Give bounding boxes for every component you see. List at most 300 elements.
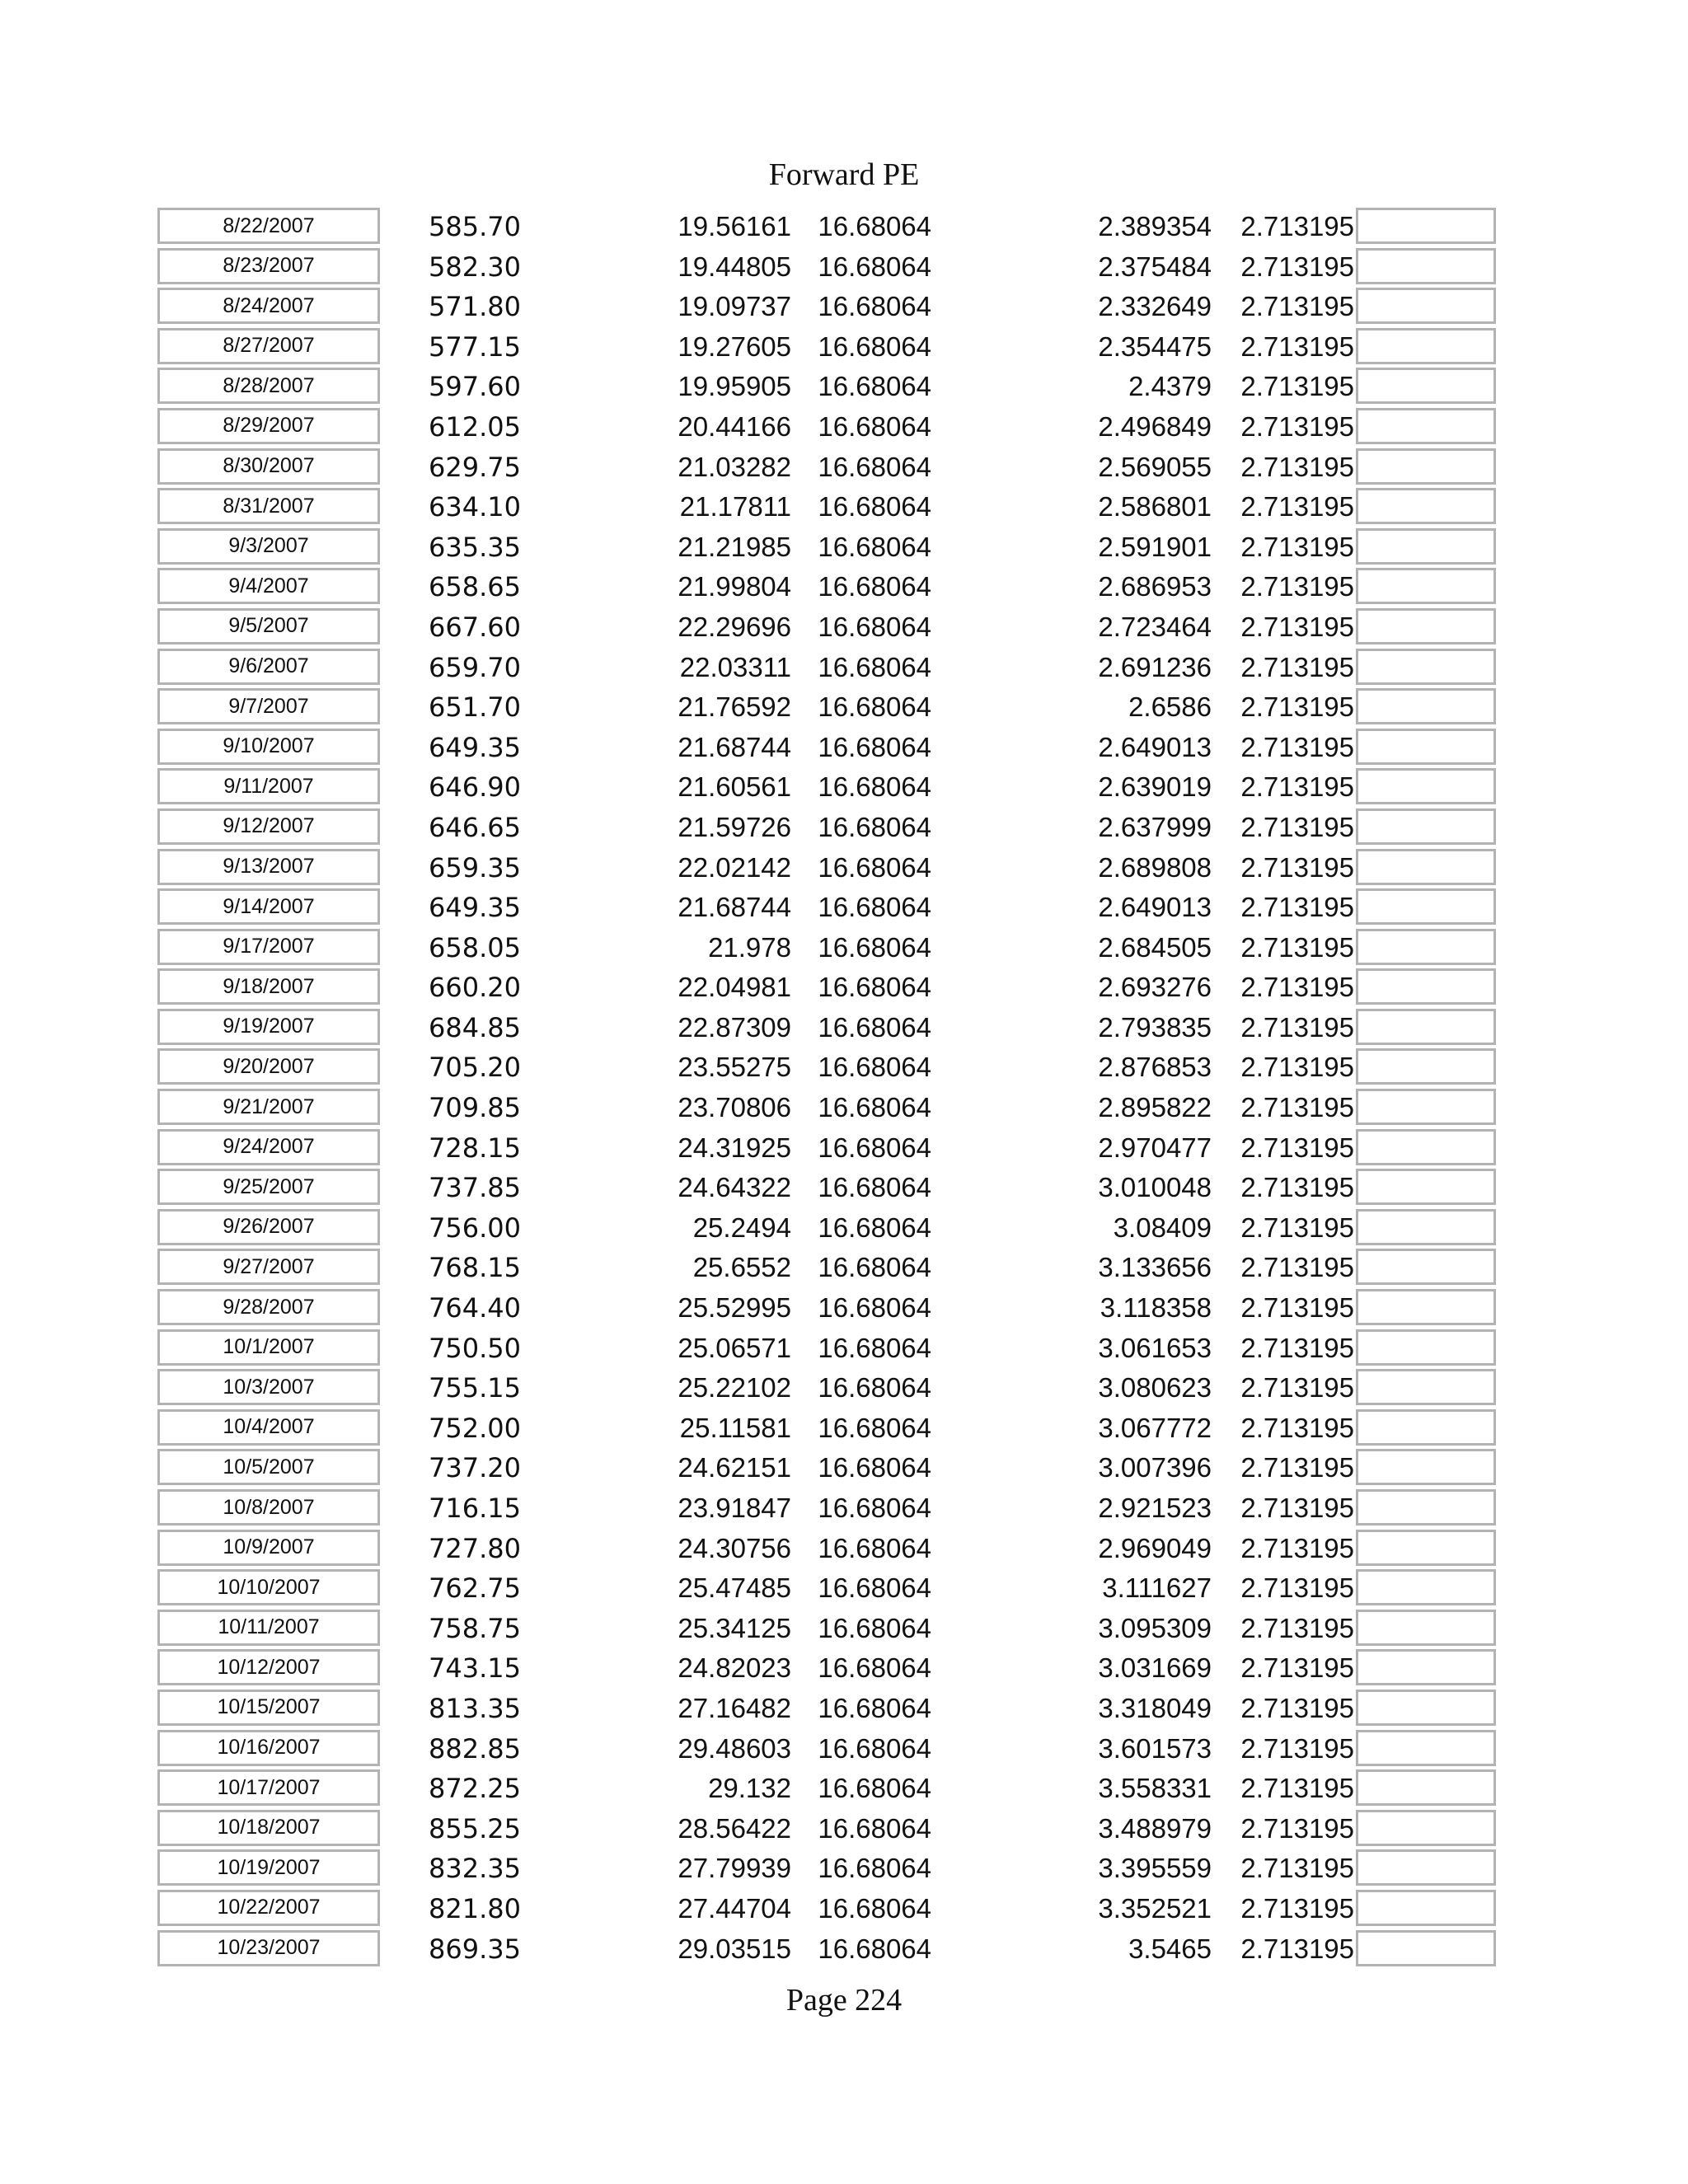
avg-pe-cell: 16.68064 (818, 330, 931, 362)
pe-cell: 20.44166 (678, 410, 791, 442)
date-cell: 10/19/2007 (157, 1849, 380, 1886)
avg-ratio-cell: 2.713195 (1240, 1572, 1354, 1604)
table-row (0, 1008, 1688, 1048)
avg-ratio-cell: 2.713195 (1240, 1132, 1354, 1163)
date-cell: 10/18/2007 (157, 1810, 380, 1846)
blank-cell (1356, 1769, 1496, 1806)
blank-cell (1356, 1409, 1496, 1446)
avg-pe-cell: 16.68064 (818, 1572, 931, 1604)
blank-cell (1356, 1610, 1496, 1646)
ratio-cell: 2.895822 (1098, 1092, 1212, 1123)
avg-pe-cell: 16.68064 (818, 651, 931, 682)
ratio-cell: 2.693276 (1098, 972, 1212, 1003)
ratio-cell: 3.558331 (1098, 1773, 1212, 1804)
price-cell: 577.15 (429, 330, 521, 363)
ratio-cell: 2.793835 (1098, 1011, 1212, 1043)
blank-cell (1356, 1930, 1496, 1966)
table-row (0, 848, 1688, 888)
pe-cell: 24.62151 (678, 1452, 791, 1483)
avg-pe-cell: 16.68064 (818, 771, 931, 803)
avg-pe-cell: 16.68064 (818, 851, 931, 883)
avg-ratio-cell: 2.713195 (1240, 371, 1354, 402)
avg-ratio-cell: 2.713195 (1240, 1172, 1354, 1203)
date-cell: 9/13/2007 (157, 849, 380, 885)
date-cell: 9/21/2007 (157, 1089, 380, 1125)
pe-cell: 23.70806 (678, 1092, 791, 1123)
avg-ratio-cell: 2.713195 (1240, 571, 1354, 602)
ratio-cell: 3.007396 (1098, 1452, 1212, 1483)
table-row (0, 1849, 1688, 1889)
pe-cell: 24.31925 (678, 1132, 791, 1163)
price-cell: 832.35 (429, 1853, 521, 1885)
pe-cell: 21.76592 (678, 691, 791, 723)
ratio-cell: 2.723464 (1098, 611, 1212, 642)
blank-cell (1356, 968, 1496, 1005)
ratio-cell: 2.649013 (1098, 731, 1212, 762)
blank-cell (1356, 1849, 1496, 1886)
avg-ratio-cell: 2.713195 (1240, 1532, 1354, 1563)
date-cell: 9/18/2007 (157, 968, 380, 1005)
avg-pe-cell: 16.68064 (818, 972, 931, 1003)
date-cell: 10/8/2007 (157, 1489, 380, 1526)
price-cell: 762.75 (429, 1572, 521, 1605)
avg-pe-cell: 16.68064 (818, 1652, 931, 1684)
avg-pe-cell: 16.68064 (818, 1853, 931, 1884)
pe-cell: 29.03515 (678, 1933, 791, 1964)
avg-pe-cell: 16.68064 (818, 1172, 931, 1203)
avg-ratio-cell: 2.713195 (1240, 291, 1354, 322)
blank-cell (1356, 1169, 1496, 1205)
pe-cell: 22.04981 (678, 972, 791, 1003)
pe-cell: 28.56422 (678, 1812, 791, 1844)
pe-cell: 23.55275 (678, 1052, 791, 1083)
blank-cell (1356, 448, 1496, 485)
date-cell: 8/28/2007 (157, 368, 380, 404)
price-cell: 705.20 (429, 1052, 521, 1084)
table-row (0, 1568, 1688, 1609)
table-row (0, 1288, 1688, 1329)
avg-ratio-cell: 2.713195 (1240, 1692, 1354, 1723)
ratio-cell: 2.6586 (1128, 691, 1212, 723)
table-row (0, 648, 1688, 688)
price-cell: 727.80 (429, 1532, 521, 1564)
pe-cell: 21.59726 (678, 811, 791, 842)
ratio-cell: 2.4379 (1128, 371, 1212, 402)
pe-cell: 24.30756 (678, 1532, 791, 1563)
blank-cell (1356, 649, 1496, 685)
date-cell: 10/9/2007 (157, 1530, 380, 1566)
price-cell: 758.75 (429, 1612, 521, 1644)
avg-ratio-cell: 2.713195 (1240, 1853, 1354, 1884)
avg-ratio-cell: 2.713195 (1240, 1252, 1354, 1283)
date-cell: 8/30/2007 (157, 448, 380, 485)
ratio-cell: 2.586801 (1098, 491, 1212, 523)
price-cell: 659.35 (429, 851, 521, 883)
avg-pe-cell: 16.68064 (818, 1052, 931, 1083)
avg-ratio-cell: 2.713195 (1240, 1412, 1354, 1443)
ratio-cell: 2.639019 (1098, 771, 1212, 803)
blank-cell (1356, 1289, 1496, 1325)
blank-cell (1356, 1249, 1496, 1285)
date-cell: 9/5/2007 (157, 608, 380, 644)
avg-pe-cell: 16.68064 (818, 371, 931, 402)
blank-cell (1356, 1649, 1496, 1685)
avg-pe-cell: 16.68064 (818, 251, 931, 282)
avg-pe-cell: 16.68064 (818, 1892, 931, 1924)
price-cell: 684.85 (429, 1011, 521, 1043)
date-cell: 9/10/2007 (157, 729, 380, 765)
blank-cell (1356, 208, 1496, 244)
price-cell: 869.35 (429, 1933, 521, 1965)
ratio-cell: 3.095309 (1098, 1612, 1212, 1643)
table-row (0, 1648, 1688, 1689)
avg-ratio-cell: 2.713195 (1240, 1452, 1354, 1483)
table-row (0, 407, 1688, 448)
pe-cell: 27.16482 (678, 1692, 791, 1723)
date-cell: 10/11/2007 (157, 1610, 380, 1646)
ratio-cell: 3.395559 (1098, 1853, 1212, 1884)
avg-ratio-cell: 2.713195 (1240, 1332, 1354, 1363)
blank-cell (1356, 929, 1496, 965)
avg-pe-cell: 16.68064 (818, 1372, 931, 1404)
blank-cell (1356, 1810, 1496, 1846)
avg-ratio-cell: 2.713195 (1240, 1212, 1354, 1243)
avg-ratio-cell: 2.713195 (1240, 1493, 1354, 1523)
avg-ratio-cell: 2.713195 (1240, 1092, 1354, 1123)
pe-cell: 25.22102 (678, 1372, 791, 1404)
date-cell: 9/28/2007 (157, 1289, 380, 1325)
avg-pe-cell: 16.68064 (818, 291, 931, 322)
pe-cell: 22.03311 (679, 651, 791, 682)
date-cell: 8/23/2007 (157, 248, 380, 284)
table-row (0, 888, 1688, 928)
price-cell: 813.35 (429, 1692, 521, 1724)
price-cell: 755.15 (429, 1372, 521, 1404)
avg-pe-cell: 16.68064 (818, 1132, 931, 1163)
avg-pe-cell: 16.68064 (818, 811, 931, 842)
ratio-cell: 2.389354 (1098, 211, 1212, 241)
ratio-cell: 2.649013 (1098, 892, 1212, 923)
price-cell: 764.40 (429, 1292, 521, 1324)
avg-pe-cell: 16.68064 (818, 1732, 931, 1764)
blank-cell (1356, 729, 1496, 765)
price-cell: 728.15 (429, 1132, 521, 1164)
price-cell: 737.85 (429, 1172, 521, 1204)
ratio-cell: 2.354475 (1098, 330, 1212, 362)
avg-pe-cell: 16.68064 (818, 1252, 931, 1283)
ratio-cell: 3.318049 (1098, 1692, 1212, 1723)
avg-pe-cell: 16.68064 (818, 491, 931, 523)
avg-ratio-cell: 2.713195 (1240, 611, 1354, 642)
ratio-cell: 3.133656 (1098, 1252, 1212, 1283)
avg-ratio-cell: 2.713195 (1240, 771, 1354, 803)
avg-pe-cell: 16.68064 (818, 1933, 931, 1964)
ratio-cell: 2.375484 (1098, 251, 1212, 282)
avg-pe-cell: 16.68064 (818, 691, 931, 723)
date-cell: 9/25/2007 (157, 1169, 380, 1205)
price-cell: 752.00 (429, 1412, 521, 1444)
ratio-cell: 2.496849 (1098, 410, 1212, 442)
table-row (0, 1408, 1688, 1449)
avg-ratio-cell: 2.713195 (1240, 1933, 1354, 1964)
blank-cell (1356, 568, 1496, 604)
price-cell: 716.15 (429, 1493, 521, 1524)
avg-ratio-cell: 2.713195 (1240, 1052, 1354, 1083)
ratio-cell: 2.332649 (1098, 291, 1212, 322)
avg-pe-cell: 16.68064 (818, 1612, 931, 1643)
table-row (0, 327, 1688, 368)
price-cell: 634.10 (429, 491, 521, 523)
ratio-cell: 3.067772 (1098, 1412, 1212, 1443)
ratio-cell: 2.969049 (1098, 1532, 1212, 1563)
date-cell: 10/15/2007 (157, 1690, 380, 1726)
avg-pe-cell: 16.68064 (818, 892, 931, 923)
avg-pe-cell: 16.68064 (818, 1092, 931, 1123)
pe-cell: 21.21985 (678, 531, 791, 562)
table-row (0, 1809, 1688, 1849)
avg-ratio-cell: 2.713195 (1240, 531, 1354, 562)
date-cell: 9/20/2007 (157, 1048, 380, 1085)
pe-cell: 19.09737 (678, 291, 791, 322)
blank-cell (1356, 1569, 1496, 1605)
price-cell: 660.20 (429, 972, 521, 1004)
pe-cell: 21.68744 (678, 731, 791, 762)
blank-cell (1356, 888, 1496, 925)
pe-cell: 25.2494 (692, 1212, 791, 1243)
price-cell: 756.00 (429, 1212, 521, 1244)
avg-ratio-cell: 2.713195 (1240, 1011, 1354, 1043)
avg-ratio-cell: 2.713195 (1240, 651, 1354, 682)
pe-cell: 21.60561 (678, 771, 791, 803)
table-row (0, 728, 1688, 768)
avg-pe-cell: 16.68064 (818, 931, 931, 963)
blank-cell (1356, 1890, 1496, 1926)
pe-cell: 19.95905 (678, 371, 791, 402)
ratio-cell: 3.352521 (1098, 1892, 1212, 1924)
avg-ratio-cell: 2.713195 (1240, 1612, 1354, 1643)
avg-ratio-cell: 2.713195 (1240, 731, 1354, 762)
avg-pe-cell: 16.68064 (818, 1452, 931, 1483)
price-cell: 651.70 (429, 691, 521, 724)
table-row (0, 207, 1688, 247)
blank-cell (1356, 528, 1496, 565)
date-cell: 10/3/2007 (157, 1369, 380, 1405)
table-row (0, 1689, 1688, 1729)
blank-cell (1356, 1369, 1496, 1405)
avg-pe-cell: 16.68064 (818, 1332, 931, 1363)
price-cell: 737.20 (429, 1452, 521, 1484)
ratio-cell: 2.876853 (1098, 1052, 1212, 1083)
avg-pe-cell: 16.68064 (818, 451, 931, 482)
avg-pe-cell: 16.68064 (818, 571, 931, 602)
price-cell: 750.50 (429, 1332, 521, 1364)
avg-pe-cell: 16.68064 (818, 1292, 931, 1324)
ratio-cell: 3.601573 (1098, 1732, 1212, 1764)
price-cell: 646.65 (429, 811, 521, 843)
avg-ratio-cell: 2.713195 (1240, 1773, 1354, 1804)
blank-cell (1356, 488, 1496, 524)
pe-cell: 19.27605 (678, 330, 791, 362)
table-row (0, 1168, 1688, 1208)
date-cell: 10/16/2007 (157, 1730, 380, 1766)
blank-cell (1356, 1089, 1496, 1125)
page-title: Forward PE (768, 157, 920, 192)
table-row (0, 527, 1688, 568)
avg-ratio-cell: 2.713195 (1240, 931, 1354, 963)
avg-pe-cell: 16.68064 (818, 531, 931, 562)
date-cell: 8/29/2007 (157, 408, 380, 444)
price-cell: 821.80 (429, 1892, 521, 1924)
avg-ratio-cell: 2.713195 (1240, 1812, 1354, 1844)
pe-cell: 21.03282 (678, 451, 791, 482)
pe-cell: 21.99804 (678, 571, 791, 602)
blank-cell (1356, 768, 1496, 804)
date-cell: 10/5/2007 (157, 1449, 380, 1485)
blank-cell (1356, 1129, 1496, 1165)
data-table (0, 207, 1688, 1969)
avg-pe-cell: 16.68064 (818, 731, 931, 762)
avg-pe-cell: 16.68064 (818, 410, 931, 442)
price-cell: 709.85 (429, 1092, 521, 1124)
table-row (0, 928, 1688, 968)
price-cell: 612.05 (429, 410, 521, 443)
avg-ratio-cell: 2.713195 (1240, 330, 1354, 362)
blank-cell (1356, 288, 1496, 324)
pe-cell: 19.56161 (678, 211, 791, 241)
avg-ratio-cell: 2.713195 (1240, 1292, 1354, 1324)
blank-cell (1356, 1209, 1496, 1245)
date-cell: 10/23/2007 (157, 1930, 380, 1966)
pe-cell: 23.91847 (678, 1493, 791, 1523)
avg-ratio-cell: 2.713195 (1240, 1732, 1354, 1764)
date-cell: 9/3/2007 (157, 528, 380, 565)
date-cell: 9/19/2007 (157, 1009, 380, 1045)
avg-ratio-cell: 2.713195 (1240, 1652, 1354, 1684)
table-row (0, 287, 1688, 327)
avg-pe-cell: 16.68064 (818, 1532, 931, 1563)
blank-cell (1356, 688, 1496, 724)
ratio-cell: 2.569055 (1098, 451, 1212, 482)
blank-cell (1356, 608, 1496, 644)
blank-cell (1356, 849, 1496, 885)
date-cell: 10/4/2007 (157, 1409, 380, 1446)
table-row (0, 1128, 1688, 1169)
table-row (0, 808, 1688, 848)
blank-cell (1356, 1449, 1496, 1485)
avg-ratio-cell: 2.713195 (1240, 410, 1354, 442)
pe-cell: 22.87309 (678, 1011, 791, 1043)
avg-ratio-cell: 2.713195 (1240, 491, 1354, 523)
price-cell: 649.35 (429, 731, 521, 763)
price-cell: 659.70 (429, 651, 521, 683)
table-row (0, 1929, 1688, 1970)
pe-cell: 25.47485 (678, 1572, 791, 1604)
price-cell: 571.80 (429, 291, 521, 323)
blank-cell (1356, 1009, 1496, 1045)
avg-ratio-cell: 2.713195 (1240, 892, 1354, 923)
date-cell: 10/12/2007 (157, 1649, 380, 1685)
date-cell: 10/1/2007 (157, 1329, 380, 1366)
blank-cell (1356, 248, 1496, 284)
price-cell: 629.75 (429, 451, 521, 483)
table-row (0, 567, 1688, 607)
table-row (0, 968, 1688, 1008)
pe-cell: 29.132 (708, 1773, 791, 1804)
table-row (0, 1329, 1688, 1369)
ratio-cell: 3.061653 (1098, 1332, 1212, 1363)
date-cell: 9/26/2007 (157, 1209, 380, 1245)
ratio-cell: 2.691236 (1098, 651, 1212, 682)
ratio-cell: 3.08409 (1113, 1212, 1212, 1243)
price-cell: 658.65 (429, 571, 521, 603)
date-cell: 9/17/2007 (157, 929, 380, 965)
date-cell: 9/24/2007 (157, 1129, 380, 1165)
blank-cell (1356, 368, 1496, 404)
price-cell: 635.35 (429, 531, 521, 563)
pe-cell: 29.48603 (678, 1732, 791, 1764)
avg-pe-cell: 16.68064 (818, 611, 931, 642)
ratio-cell: 2.970477 (1098, 1132, 1212, 1163)
table-row (0, 1488, 1688, 1529)
blank-cell (1356, 1489, 1496, 1526)
pe-cell: 21.978 (708, 931, 791, 963)
avg-ratio-cell: 2.713195 (1240, 691, 1354, 723)
table-row (0, 1609, 1688, 1649)
blank-cell (1356, 1730, 1496, 1766)
pe-cell: 27.44704 (678, 1892, 791, 1924)
page-footer: Page 224 (785, 1983, 903, 2018)
date-cell: 9/14/2007 (157, 888, 380, 925)
price-cell: 882.85 (429, 1732, 521, 1765)
price-cell: 649.35 (429, 892, 521, 924)
avg-ratio-cell: 2.713195 (1240, 251, 1354, 282)
pe-cell: 25.34125 (678, 1612, 791, 1643)
blank-cell (1356, 408, 1496, 444)
ratio-cell: 2.591901 (1098, 531, 1212, 562)
ratio-cell: 2.686953 (1098, 571, 1212, 602)
blank-cell (1356, 328, 1496, 364)
date-cell: 9/27/2007 (157, 1249, 380, 1285)
table-row (0, 1368, 1688, 1408)
date-cell: 8/27/2007 (157, 328, 380, 364)
pe-cell: 22.02142 (678, 851, 791, 883)
price-cell: 743.15 (429, 1652, 521, 1685)
table-row (0, 247, 1688, 288)
pe-cell: 27.79939 (678, 1853, 791, 1884)
ratio-cell: 3.031669 (1098, 1652, 1212, 1684)
price-cell: 646.90 (429, 771, 521, 804)
table-row (0, 1729, 1688, 1769)
avg-ratio-cell: 2.713195 (1240, 1372, 1354, 1404)
avg-pe-cell: 16.68064 (818, 1412, 931, 1443)
price-cell: 855.25 (429, 1812, 521, 1844)
table-row (0, 767, 1688, 808)
pe-cell: 24.82023 (678, 1652, 791, 1684)
ratio-cell: 3.010048 (1098, 1172, 1212, 1203)
table-row (0, 1889, 1688, 1929)
price-cell: 658.05 (429, 931, 521, 963)
table-row (0, 687, 1688, 728)
blank-cell (1356, 1690, 1496, 1726)
blank-cell (1356, 1048, 1496, 1085)
date-cell: 8/22/2007 (157, 208, 380, 244)
blank-cell (1356, 1329, 1496, 1366)
table-row (0, 448, 1688, 488)
ratio-cell: 3.080623 (1098, 1372, 1212, 1404)
ratio-cell: 3.111627 (1102, 1572, 1212, 1604)
date-cell: 9/4/2007 (157, 568, 380, 604)
date-cell: 9/11/2007 (157, 768, 380, 804)
